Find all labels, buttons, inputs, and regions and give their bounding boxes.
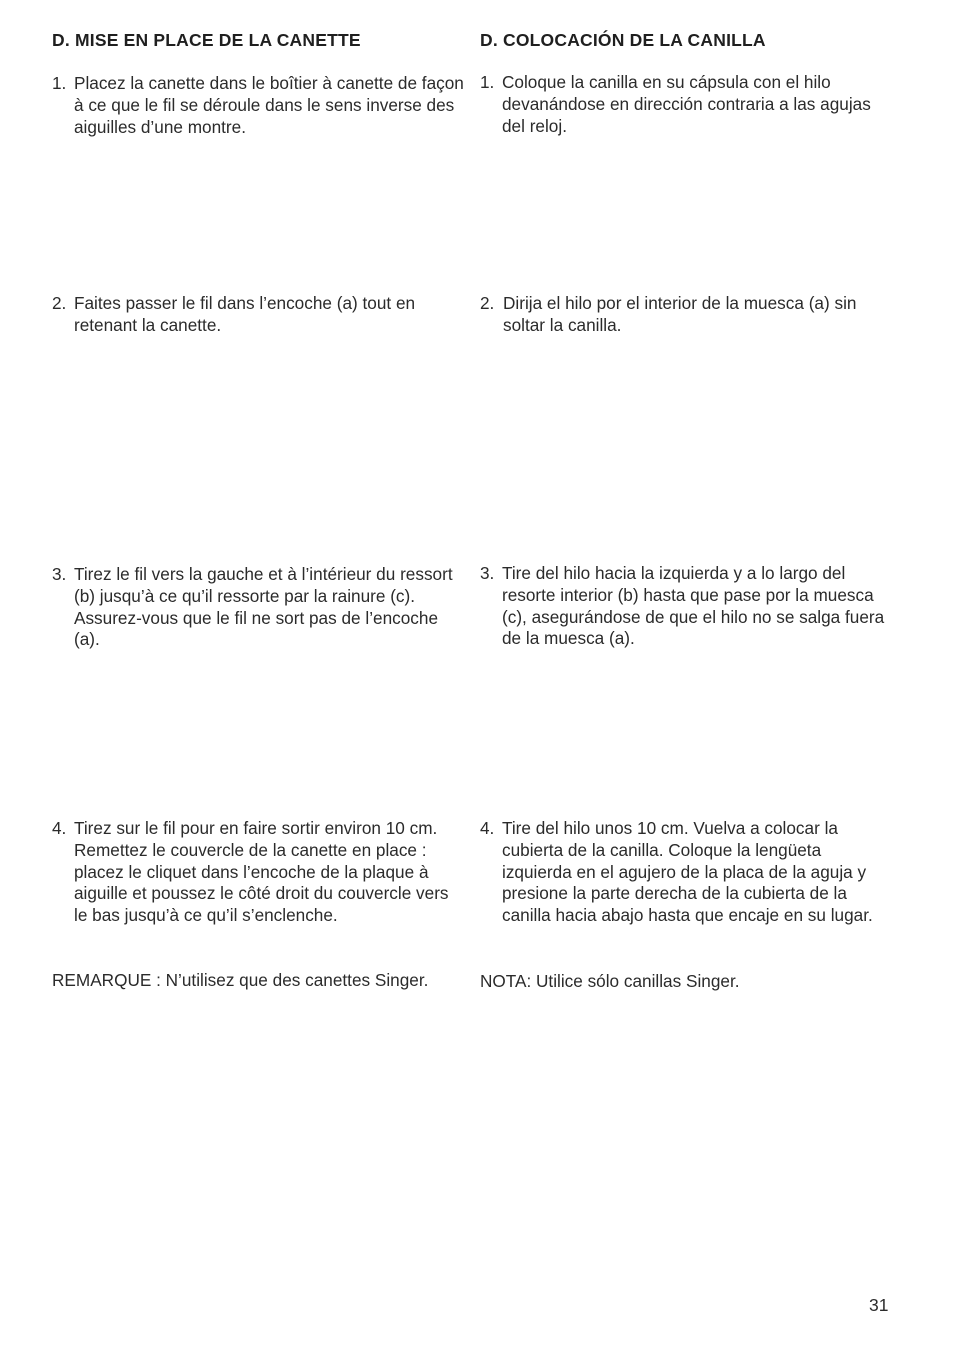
french-section-title: MISE EN PLACE DE LA CANETTE [75,30,361,50]
step-text: Tirez le fil vers la gauche et à l’intérieur du ressort (b) jusqu’à ce qu’il ressorte par la rainure (c). Assurez-vous que le fil ne sort pas de l’encoche (a). [74,564,453,650]
french-section-heading [52,30,361,51]
step-number: 4. [52,818,67,838]
french-section-letter: D. [52,30,70,50]
spanish-note: NOTA: Utilice sólo canillas Singer. [480,971,740,991]
spanish-section-letter: D. [480,30,498,50]
step-number: 2. [52,293,67,313]
page-number: 31 [869,1295,889,1315]
step-number: 1. [52,73,67,93]
step-number: 1. [480,72,495,92]
step-number: 3. [52,564,67,584]
french-step-1 [52,73,464,138]
step-number: 2. [480,293,495,313]
spanish-step-4 [480,818,892,927]
spanish-section-heading [480,30,766,51]
step-text: Dirija el hilo por el interior de la muesca (a) sin soltar la canilla. [503,293,857,335]
step-text: Tirez sur le fil pour en faire sortir environ 10 cm. Remettez le couvercle de la canette en place : placez le cliquet dans l’encoche de la plaque à aiguille et poussez le côté droit du couvercle vers le bas jusqu’à ce qu’il s’enclenche. [74,818,449,926]
french-step-3 [52,564,464,651]
spanish-step-1 [480,72,892,137]
spanish-step-2 [480,293,892,337]
spanish-section-title: COLOCACIÓN DE LA CANILLA [503,30,766,50]
step-text: Coloque la canilla en su cápsula con el hilo devanándose en dirección contraria a las agujas del reloj. [502,72,871,136]
step-number: 3. [480,563,495,583]
french-step-2 [52,293,464,337]
step-text: Tire del hilo hacia la izquierda y a lo largo del resorte interior (b) hasta que pase por la muesca (c), asegurándose de que el hilo no se salga fuera de la muesca (a). [502,563,885,649]
step-text: Tire del hilo unos 10 cm. Vuelva a colocar la cubierta de la canilla. Coloque la lengüeta izquierda en el agujero de la placa de la aguja y presione la parte derecha de la cubierta de la canilla hacia abajo hasta que encaje en su lugar. [502,818,873,926]
french-note: REMARQUE : N’utilisez que des canettes Singer. [52,970,429,990]
spanish-step-3 [480,563,892,650]
french-step-4 [52,818,464,927]
step-text: Placez la canette dans le boîtier à canette de façon à ce que le fil se déroule dans le sens inverse des aiguilles d’une montre. [74,73,464,137]
step-number: 4. [480,818,495,838]
step-text: Faites passer le fil dans l’encoche (a) tout en retenant la canette. [74,293,416,335]
